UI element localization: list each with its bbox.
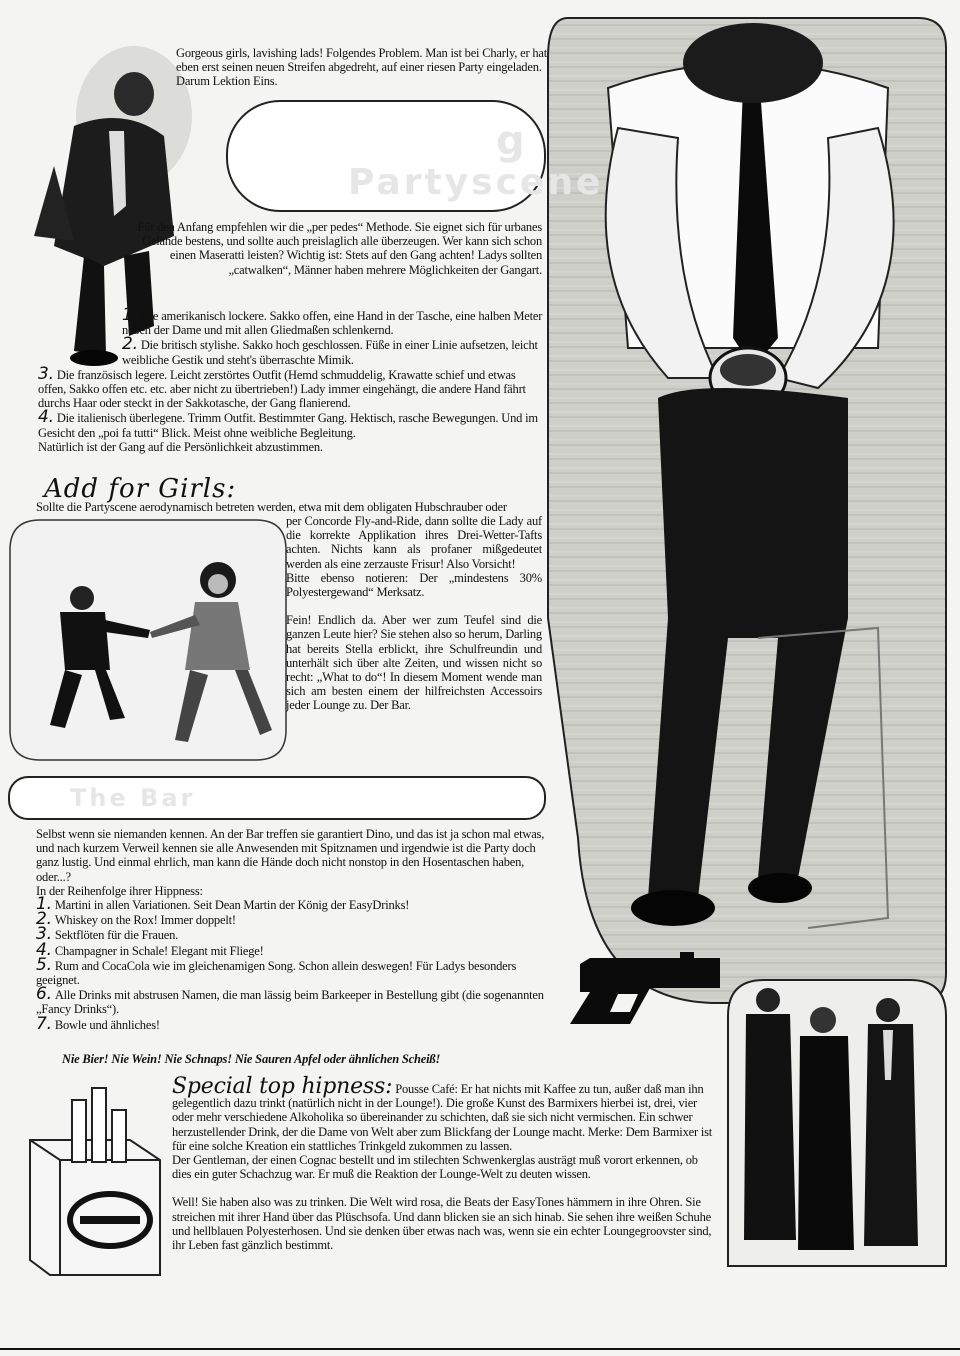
add-for-girls-heading: Add for Girls: [44,474,237,504]
special-heading: Special top hipness: [172,1074,393,1099]
drink-item-1: 1. Martini in allen Variationen. Seit Dean Martin der König der EasyDrinks! [36,894,410,914]
top-banner [226,100,604,212]
walking-intro: Für den Anfang empfehlen wir die „per pedes“ Methode. Sie eignet sich für urbanes Gelände bestens, und sollte auch preislaglich alle überzeugen. Wer kann sich schon einen Maseratti leisten? Wichtig ist: Stets auf den Gang achten! Ladys sollten „catwalken“, Männer haben mehrere Möglichkeiten der Gangart. [137,220,542,277]
drink-item-3: 3. Sektflöten für die Frauen. [36,924,179,945]
banner-ghost-text: g [496,118,528,164]
walking-item-2: 2. Die britisch stylishe. Sakko hoch geschlossen. Füße in einer Linie aufsetzen, leicht weibliche Gestik und steht's überraschte Mimik. [122,334,538,367]
walking-item-1: 1. Die amerikanisch lockere. Sakko offen, eine Hand in der Tasche, eine halben Meter neben der Dame und mit allen Gliedmaßen schlenkernd. [122,305,543,338]
walking-closing: Natürlich ist der Gang auf die Persönlichkeit abzustimmen. [38,439,323,454]
drink-item-4: 4. Champagner in Schale! Elegant mit Fliege! [36,939,264,960]
page-bottom-rule [0,1348,960,1350]
drink-item-7: 7. Bowle und ähnliches! [36,1013,160,1034]
man-with-coffee-photo [548,18,946,1003]
walking-list [38,305,546,454]
add-for-girls-line1: Sollte die Partyscene aerodynamisch betreten werden, etwa mit dem obligaten Hubschrauber oder [36,500,507,514]
walking-item-4: 4. Die italienisch überlegene. Trimm Outfit. Bestimmter Gang. Hektisch, rasche Bewegungen. Und im Gesicht den „poi fa tutti“ Blick. Meist ohne weibliche Begleitung. [38,407,538,440]
bar-banner-ghost-text: The Bar [70,784,196,812]
banner-ghost-text-2: Partyscene [348,162,604,203]
cigarette-pack-illustration [10,1080,170,1280]
dancing-couple-photo [10,520,286,760]
drinks-warning: Nie Bier! Nie Wein! Nie Schnaps! Nie Sauren Apfel oder ähnlichen Scheiß! [62,1052,441,1066]
bar-intro: Selbst wenn sie niemanden kennen. An der Bar treffen sie garantiert Dino, und das ist ja schon mal etwas, und nach kurzem Verweil kennen sie alle Anwesenden mit Spitznamen und irgendwie ist die Party doch ganz lustig. Und einmal ehrlich, man kann die Hände doch nicht nonstop in den Hosentaschen haben, oder...? In der Reihenfolge ihrer Hippness: [36,827,545,898]
add-for-girls-body: per Concorde Fly-and-Ride, dann sollte die Lady auf die korrekte Applikation ihres Drei-Wetter-Tafts achten. Nichts kann als profaner mißgedeutet werden als eine zerzauste Frisur! Also Vorsicht! Bitte ebenso notieren: Der „mindestens 30% Polyestergewand“ Merksatz. Fein! Endlich da. Aber wer zum Teufel sind die ganzen Leute hier? Sie stehen also so herum, Darling hat bereits Stella erblickt, ihre Schulfreundin und unterhält sich über alte Zeiten, und wissen nicht so recht: „What to do“! In diesem Moment wende man sich am besten einem der hilfreichsten Accessoirs jeder Lounge zu. Der Bar. [286,514,542,713]
drink-item-2: 2. Whiskey on the Rox! Immer doppelt! [36,909,236,930]
drink-item-6: 6. Alle Drinks mit abstrusen Namen, die man lässig beim Barkeeper in Bestellung gibt (die sogenannten „Fancy Drinks“). [36,984,544,1017]
three-men-photo [728,980,946,1266]
bar-banner [8,776,546,820]
intro-text: Gorgeous girls, lavishing lads! Folgendes Problem. Man ist bei Charly, er hat eben erst seinen neuen Streifen abgedreht, auf einer riesen Party eingeladen. Darum Lektion Eins. [176,46,548,89]
pistol-logo-graphic [560,944,728,1040]
special-section: Special top hipness: Pousse Café: Er hat nichts mit Kaffee zu tun, außer daß man ihn gelegentlich dazu trinkt (natürlich nicht in der Lounge!). Die große Kunst des Barmixers hierbei ist, drei, vier oder mehr verschiedene Alkoholika so übereinander zu schichten, daß sie sich nicht vermischen. Ein schwer herzustellender Drink, der die Dame von Welt aber zum Blickfang der Lounge macht. Merke: Dem Barmixer ist für eine solche Kreation ein stattliches Trinkgeld zukommen zu lassen. Der Gentleman, der einen Cognac bestellt und im stilechten Schwenkerglas austrägt muß vorort erkennen, ob dies ein guter Schachzug war. Er muß die Reaktion der Lounge-Welt zu deuten wissen. Well! Sie haben also was zu trinken. Die Welt wird rosa, die Beats der EasyTones hämmern in ihre Ohren. Sie streichen mit ihrer Hand über das Plüschsofa. Und dann blicken sie an sich hinab. Sie sehen ihre weißen Schuhe und hellblauen Polyesterhosen. Und sie denken über etwas nach was, wenn sie ein echter Loungegroovster sind, ihr Leben fast gänzlich bestimmt. [172,1074,713,1253]
drink-item-5: 5. Rum and CocaCola wie im gleichenamigen Song. Schon allein deswegen! Für Ladys besonders geeignet. [36,954,517,988]
walking-item-3: 3. Die französisch legere. Leicht zerstörtes Outfit (Hemd schmuddelig, Krawatte schief und etwas offen, Sakko offen etc. etc. aber nicht zu übertrieben!) Lady immer eingehängt, die andere Hand fährt durchs Haar oder steckt in der Sakkotasche, der Gang flanierend. [38,363,526,411]
drinks-list [36,894,556,1034]
